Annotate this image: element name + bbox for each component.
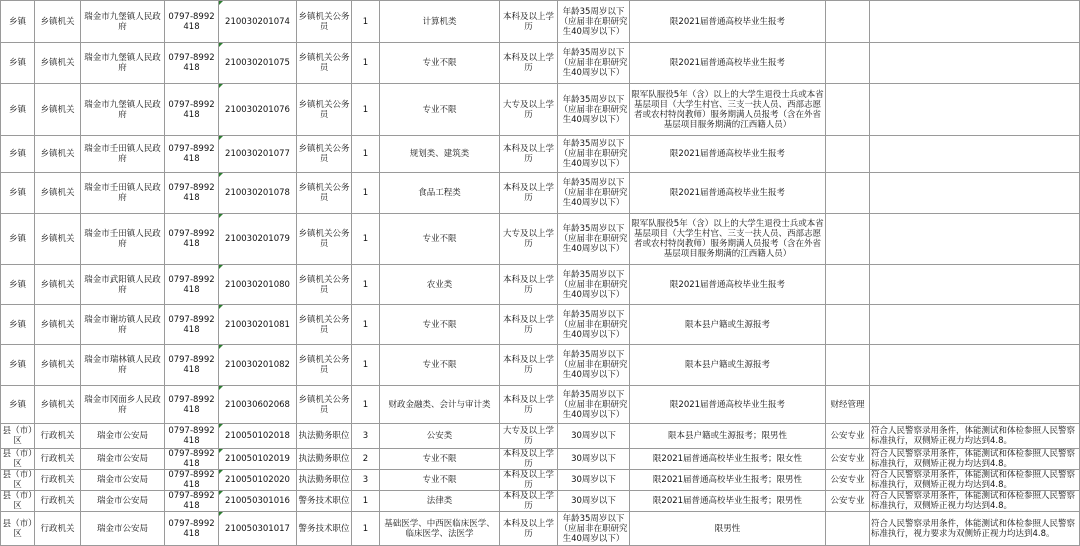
cell-recruit-count: 1	[352, 173, 380, 214]
cell-contact-phone: 0797-8992418	[165, 265, 219, 305]
cell-remarks	[870, 265, 1080, 305]
cell-position-type: 执法勤务职位	[297, 470, 352, 491]
cell-recruit-count: 1	[352, 214, 380, 265]
cell-age-requirement: 30周岁以下	[558, 491, 630, 512]
cell-remarks	[870, 136, 1080, 173]
cell-position-code: 210030201077	[219, 136, 297, 173]
cell-position-code: 210030201080	[219, 265, 297, 305]
cell-agency-type: 乡镇机关	[35, 43, 81, 84]
cell-other-requirements: 限2021届普通高校毕业生报考	[630, 1, 826, 43]
cell-age-requirement: 年龄35周岁以下（应届非在职研究生40周岁以下）	[558, 305, 630, 345]
cell-position-type: 乡镇机关公务员	[297, 214, 352, 265]
cell-agency-type: 行政机关	[35, 449, 81, 470]
cell-agency-type: 行政机关	[35, 470, 81, 491]
cell-region-level: 乡镇	[1, 84, 35, 136]
cell-education: 本科及以上学历	[500, 173, 558, 214]
cell-other-requirements: 限军队服役5年（含）以上的大学生退役士兵或本省基层项目（大学生村官、三支一扶人员、西部志愿者或农村特岗教师）服务期满人员报考（含在外省基层项目服务期满的江西籍人员）	[630, 84, 826, 136]
cell-age-requirement: 年龄35周岁以下（应届非在职研究生40周岁以下）	[558, 173, 630, 214]
cell-remarks: 符合人民警察录用条件，体能测试和体检参照人民警察标准执行，双侧矫正视力均达到4.8。	[870, 470, 1080, 491]
cell-major: 专业不限	[380, 305, 500, 345]
cell-contact-phone: 0797-8992418	[165, 512, 219, 546]
cell-department: 瑞金市公安局	[81, 449, 165, 470]
cell-other-requirements: 限2021届普通高校毕业生报考；限男性	[630, 491, 826, 512]
cell-agency-type: 乡镇机关	[35, 386, 81, 424]
cell-exam-category	[826, 1, 870, 43]
cell-education: 本科及以上学历	[500, 265, 558, 305]
cell-position-type: 乡镇机关公务员	[297, 345, 352, 386]
table-row	[1, 449, 1080, 470]
cell-exam-category	[826, 173, 870, 214]
table-row	[1, 512, 1080, 546]
cell-department: 瑞金市九堡镇人民政府	[81, 1, 165, 43]
cell-remarks	[870, 386, 1080, 424]
cell-department: 瑞金市壬田镇人民政府	[81, 173, 165, 214]
table-row	[1, 305, 1080, 345]
cell-agency-type: 行政机关	[35, 424, 81, 449]
cell-other-requirements: 限本县户籍或生源报考	[630, 345, 826, 386]
cell-position-type: 乡镇机关公务员	[297, 43, 352, 84]
cell-position-type: 乡镇机关公务员	[297, 173, 352, 214]
cell-age-requirement: 年龄35周岁以下（应届非在职研究生40周岁以下）	[558, 1, 630, 43]
cell-region-level: 乡镇	[1, 386, 35, 424]
cell-recruit-count: 1	[352, 84, 380, 136]
cell-exam-category	[826, 305, 870, 345]
cell-other-requirements: 限2021届普通高校毕业生报考	[630, 386, 826, 424]
cell-exam-category	[826, 512, 870, 546]
cell-recruit-count: 1	[352, 345, 380, 386]
table-row	[1, 265, 1080, 305]
cell-education: 本科及以上学历	[500, 345, 558, 386]
cell-contact-phone: 0797-8992418	[165, 449, 219, 470]
cell-recruit-count: 1	[352, 305, 380, 345]
cell-position-code: 210050301016	[219, 491, 297, 512]
table-row	[1, 43, 1080, 84]
cell-other-requirements: 限本县户籍或生源报考	[630, 305, 826, 345]
cell-department: 瑞金市公安局	[81, 424, 165, 449]
cell-major: 专业不限	[380, 345, 500, 386]
cell-age-requirement: 30周岁以下	[558, 424, 630, 449]
table-row	[1, 214, 1080, 265]
cell-department: 瑞金市九堡镇人民政府	[81, 84, 165, 136]
cell-exam-category: 财经管理	[826, 386, 870, 424]
cell-position-code: 210030201075	[219, 43, 297, 84]
cell-region-level: 乡镇	[1, 214, 35, 265]
cell-recruit-count: 3	[352, 424, 380, 449]
cell-education: 大专及以上学历	[500, 424, 558, 449]
cell-major: 专业不限	[380, 84, 500, 136]
cell-department: 瑞金市壬田镇人民政府	[81, 136, 165, 173]
cell-age-requirement: 年龄35周岁以下（应届非在职研究生40周岁以下）	[558, 84, 630, 136]
cell-position-type: 乡镇机关公务员	[297, 84, 352, 136]
table-row	[1, 470, 1080, 491]
cell-agency-type: 行政机关	[35, 512, 81, 546]
cell-contact-phone: 0797-8992418	[165, 173, 219, 214]
cell-age-requirement: 年龄35周岁以下（应届非在职研究生40周岁以下）	[558, 265, 630, 305]
cell-education: 本科及以上学历	[500, 43, 558, 84]
cell-position-type: 乡镇机关公务员	[297, 305, 352, 345]
cell-exam-category: 公安专业	[826, 491, 870, 512]
cell-position-code: 210050301017	[219, 512, 297, 546]
cell-recruit-count: 3	[352, 470, 380, 491]
cell-recruit-count: 2	[352, 449, 380, 470]
cell-recruit-count: 1	[352, 1, 380, 43]
cell-recruit-count: 1	[352, 491, 380, 512]
cell-exam-category	[826, 43, 870, 84]
cell-remarks	[870, 305, 1080, 345]
cell-position-type: 执法勤务职位	[297, 449, 352, 470]
cell-position-code: 210030602068	[219, 386, 297, 424]
cell-position-code: 210030201074	[219, 1, 297, 43]
cell-major: 食品工程类	[380, 173, 500, 214]
cell-age-requirement: 年龄35周岁以下（应届非在职研究生40周岁以下）	[558, 345, 630, 386]
cell-position-type: 执法勤务职位	[297, 424, 352, 449]
cell-agency-type: 乡镇机关	[35, 305, 81, 345]
cell-remarks: 符合人民警察录用条件，体能测试和体检参照人民警察标准执行，双侧矫正视力均达到4.8。	[870, 424, 1080, 449]
cell-education: 本科及以上学历	[500, 1, 558, 43]
table-row	[1, 491, 1080, 512]
cell-other-requirements: 限2021届普通高校毕业生报考	[630, 136, 826, 173]
cell-department: 瑞金市公安局	[81, 491, 165, 512]
cell-department: 瑞金市武阳镇人民政府	[81, 265, 165, 305]
cell-major: 农业类	[380, 265, 500, 305]
table-row	[1, 173, 1080, 214]
cell-education: 本科及以上学历	[500, 386, 558, 424]
cell-remarks	[870, 84, 1080, 136]
cell-recruit-count: 1	[352, 512, 380, 546]
cell-contact-phone: 0797-8992418	[165, 491, 219, 512]
cell-agency-type: 乡镇机关	[35, 214, 81, 265]
cell-position-type: 乡镇机关公务员	[297, 265, 352, 305]
cell-major: 规划类、建筑类	[380, 136, 500, 173]
cell-remarks: 符合人民警察录用条件，体能测试和体检参照人民警察标准执行，双侧矫正视力均达到4.8。	[870, 449, 1080, 470]
cell-age-requirement: 年龄35周岁以下（应届非在职研究生40周岁以下）	[559, 513, 628, 544]
cell-other-requirements: 限2021届普通高校毕业生报考	[630, 265, 826, 305]
cell-exam-category: 公安专业	[826, 470, 870, 491]
cell-region-level: 乡镇	[1, 305, 35, 345]
cell-agency-type: 乡镇机关	[35, 265, 81, 305]
cell-position-code: 210030201076	[219, 84, 297, 136]
table-row	[1, 386, 1080, 424]
cell-position-code: 210030201082	[219, 345, 297, 386]
cell-exam-category	[826, 136, 870, 173]
cell-education: 本科及以上学历	[500, 305, 558, 345]
cell-age-requirement: 年龄35周岁以下（应届非在职研究生40周岁以下）	[558, 386, 630, 424]
cell-position-code: 210050102019	[219, 449, 297, 470]
cell-age-requirement: 30周岁以下	[558, 449, 630, 470]
cell-other-requirements: 限2021届普通高校毕业生报考；限女性	[630, 449, 826, 470]
cell-major: 专业不限	[380, 43, 500, 84]
cell-region-level: 县（市）区	[1, 424, 35, 449]
cell-contact-phone: 0797-8992418	[165, 470, 219, 491]
cell-agency-type: 乡镇机关	[35, 84, 81, 136]
cell-exam-category	[826, 265, 870, 305]
cell-agency-type: 行政机关	[35, 491, 81, 512]
cell-major: 计算机类	[380, 1, 500, 43]
cell-age-requirement: 年龄35周岁以下（应届非在职研究生40周岁以下）	[558, 214, 630, 265]
cell-region-level: 乡镇	[1, 173, 35, 214]
cell-education: 本科及以上学历	[500, 136, 558, 173]
cell-department: 瑞金市谢坊镇人民政府	[81, 305, 165, 345]
cell-major: 财政金融类、会计与审计类	[380, 386, 500, 424]
cell-education: 本科及以上学历	[500, 491, 558, 512]
cell-remarks: 符合人民警察录用条件，体能测试和体检参照人民警察标准执行，双侧矫正视力均达到4.8。	[870, 491, 1080, 512]
cell-position-type: 警务技术职位	[297, 512, 352, 546]
cell-education: 本科及以上学历	[500, 470, 558, 491]
cell-region-level: 县（市）区	[1, 470, 35, 491]
cell-remarks: 符合人民警察录用条件，体能测试和体检参照人民警察标准执行，视力要求为双侧矫正视力均达到4.8。	[870, 512, 1080, 546]
cell-recruit-count: 1	[352, 43, 380, 84]
cell-remarks	[870, 173, 1080, 214]
cell-agency-type: 乡镇机关	[35, 345, 81, 386]
cell-other-requirements: 限2021届普通高校毕业生报考；限男性	[630, 470, 826, 491]
cell-major: 专业不限	[380, 449, 500, 470]
cell-position-type: 乡镇机关公务员	[297, 386, 352, 424]
cell-education: 大专及以上学历	[500, 84, 558, 136]
cell-department: 瑞金市公安局	[81, 512, 165, 546]
cell-position-code: 210030201079	[219, 214, 297, 265]
cell-position-code: 210030201081	[219, 305, 297, 345]
cell-contact-phone: 0797-8992418	[165, 136, 219, 173]
table-row	[1, 1, 1080, 43]
cell-education: 大专及以上学历	[500, 214, 558, 265]
cell-region-level: 乡镇	[1, 265, 35, 305]
cell-contact-phone: 0797-8992418	[165, 305, 219, 345]
cell-contact-phone: 0797-8992418	[165, 345, 219, 386]
cell-age-requirement: 年龄35周岁以下（应届非在职研究生40周岁以下）	[558, 136, 630, 173]
table-row	[1, 424, 1080, 449]
cell-other-requirements: 限男性	[630, 512, 826, 546]
cell-exam-category	[826, 345, 870, 386]
cell-region-level: 县（市）区	[1, 491, 35, 512]
cell-region-level: 县（市）区	[1, 512, 35, 546]
cell-position-code: 210030201078	[219, 173, 297, 214]
cell-education: 本科及以上学历	[500, 512, 558, 546]
cell-region-level: 乡镇	[1, 1, 35, 43]
cell-position-code: 210050102020	[219, 470, 297, 491]
cell-contact-phone: 0797-8992418	[165, 214, 219, 265]
cell-education: 本科及以上学历	[500, 449, 558, 470]
cell-region-level: 县（市）区	[1, 449, 35, 470]
table-row	[1, 84, 1080, 136]
cell-exam-category	[826, 214, 870, 265]
cell-department: 瑞金市九堡镇人民政府	[81, 43, 165, 84]
cell-recruit-count: 1	[352, 136, 380, 173]
cell-contact-phone: 0797-8992418	[165, 424, 219, 449]
cell-exam-category: 公安专业	[826, 424, 870, 449]
table-row	[1, 136, 1080, 173]
cell-agency-type: 乡镇机关	[35, 1, 81, 43]
cell-region-level: 乡镇	[1, 345, 35, 386]
cell-position-type: 乡镇机关公务员	[297, 136, 352, 173]
cell-remarks	[870, 345, 1080, 386]
cell-contact-phone: 0797-8992418	[165, 84, 219, 136]
cell-exam-category: 公安专业	[826, 449, 870, 470]
cell-major: 专业不限	[380, 214, 500, 265]
cell-contact-phone: 0797-8992418	[165, 386, 219, 424]
cell-department: 瑞金市冈面乡人民政府	[81, 386, 165, 424]
cell-agency-type: 乡镇机关	[35, 173, 81, 214]
cell-recruit-count: 1	[352, 265, 380, 305]
cell-recruit-count: 1	[352, 386, 380, 424]
cell-agency-type: 乡镇机关	[35, 136, 81, 173]
cell-department: 瑞金市公安局	[81, 470, 165, 491]
table-row	[1, 345, 1080, 386]
cell-remarks	[870, 214, 1080, 265]
cell-exam-category	[826, 84, 870, 136]
cell-remarks	[870, 43, 1080, 84]
cell-contact-phone: 0797-8992418	[165, 43, 219, 84]
cell-department: 瑞金市瑞林镇人民政府	[81, 345, 165, 386]
cell-age-requirement: 30周岁以下	[558, 470, 630, 491]
cell-department: 瑞金市壬田镇人民政府	[81, 214, 165, 265]
cell-position-type: 警务技术职位	[297, 491, 352, 512]
cell-other-requirements: 限2021届普通高校毕业生报考	[630, 173, 826, 214]
cell-other-requirements: 限2021届普通高校毕业生报考	[630, 43, 826, 84]
cell-region-level: 乡镇	[1, 136, 35, 173]
cell-major: 基础医学、中西医临床医学、临床医学、法医学	[380, 512, 500, 546]
cell-major: 公安类	[380, 424, 500, 449]
cell-other-requirements: 限军队服役5年（含）以上的大学生退役士兵或本省基层项目（大学生村官、三支一扶人员、西部志愿者或农村特岗教师）服务期满人员报考（含在外省基层项目服务期满的江西籍人员）	[630, 214, 826, 265]
cell-age-requirement: 年龄35周岁以下（应届非在职研究生40周岁以下）	[558, 43, 630, 84]
cell-region-level: 乡镇	[1, 43, 35, 84]
cell-position-code: 210050102018	[219, 424, 297, 449]
cell-major: 专业不限	[380, 470, 500, 491]
cell-position-type: 乡镇机关公务员	[297, 1, 352, 43]
cell-contact-phone: 0797-8992418	[165, 1, 219, 43]
cell-other-requirements: 限本县户籍或生源报考；限男性	[630, 424, 826, 449]
cell-remarks	[870, 1, 1080, 43]
cell-major: 法律类	[380, 491, 500, 512]
